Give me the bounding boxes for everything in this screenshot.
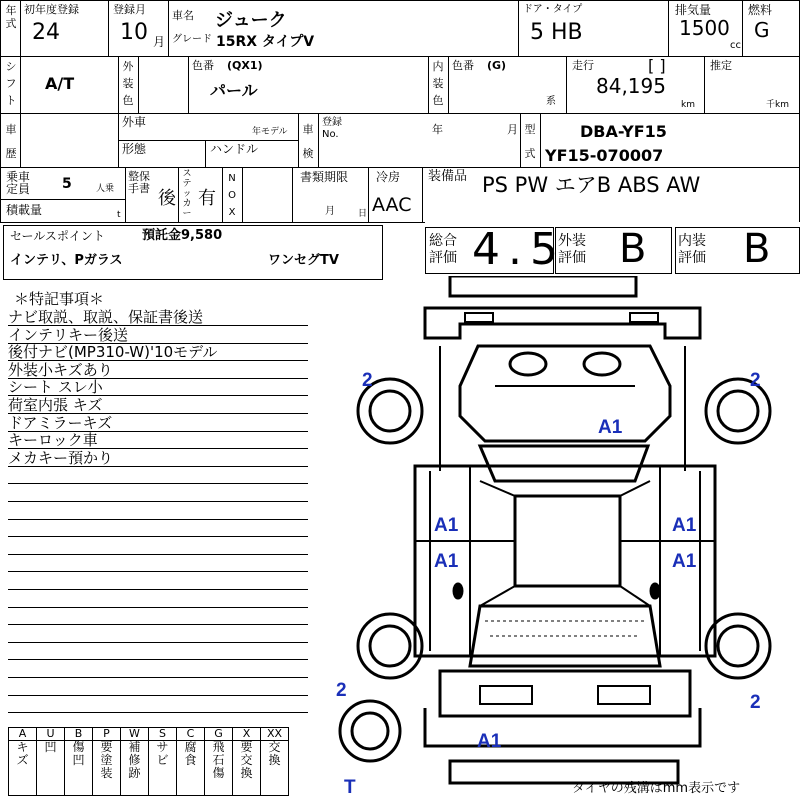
legend-key: W [121, 728, 149, 741]
interior-color-unit: 系 [546, 96, 556, 107]
documents-month: 月 [325, 206, 335, 217]
estimate-label: 推定 [710, 59, 732, 72]
tailgate-shape [440, 671, 690, 716]
fuel: G [754, 18, 770, 42]
rear-bumper-mark: A1 [477, 731, 502, 752]
legend-key: U [37, 728, 65, 741]
color-number: (QX1) [227, 59, 263, 72]
load-label: 積載量 [6, 203, 43, 217]
rear-right-door-mark: A1 [672, 551, 697, 572]
door-handle-right-shape [651, 584, 659, 598]
sales-point-1: インテリ、Pガラス [10, 253, 123, 268]
tire-rear-left-mark: 2 [336, 680, 347, 701]
legend-meaning: 凹 [37, 741, 65, 796]
history-label: 車歴 [5, 123, 17, 160]
first-registration-label: 初年度登録 [24, 3, 79, 16]
legend-meaning: 補 修 跡 [121, 741, 149, 796]
nox-label: NOX [228, 173, 236, 218]
tire-rear-right-mark: 2 [750, 692, 761, 713]
ac: AAC [372, 194, 412, 216]
tire-front-left-mark: 2 [362, 370, 373, 391]
note-line: 荷室内張 キズ [8, 397, 308, 414]
spare-tire-shape [340, 701, 400, 761]
note-line [8, 591, 308, 608]
model-code: DBA-YF15 [580, 122, 667, 141]
tire-rear-left-shape [358, 614, 422, 678]
note-line: ナビ取説、取説、保証書後送 [8, 309, 308, 326]
sticker-mark: 有 [198, 188, 216, 209]
legend-key: XX [261, 728, 289, 741]
note-line [8, 626, 308, 643]
fuel-label: 燃料 [748, 3, 773, 17]
shift-label: シフト [5, 60, 17, 107]
note-line: キーロック車 [8, 432, 308, 449]
exterior-color: パール [210, 81, 258, 100]
car-name-label: 車名 [172, 9, 194, 22]
legend-meaning: 交 換 [261, 741, 289, 796]
interior-score-label: 内装評価 [678, 233, 706, 266]
capacity-unit: 人乗 [96, 184, 115, 194]
front-left-door-mark: A1 [434, 515, 459, 536]
interior-color-number-label: 色番 [452, 59, 474, 72]
hood-shape [460, 346, 670, 441]
note-line: メカキー預かり [8, 450, 308, 467]
displacement-unit: cc [730, 40, 741, 51]
import-label: 外車 [122, 115, 147, 129]
car-name: ジューク [215, 10, 287, 31]
mileage-brackets: [ ] [648, 56, 666, 75]
inspection-month-label: 月 [507, 123, 518, 136]
note-line [8, 661, 308, 678]
note-line [8, 555, 308, 572]
note-line [8, 573, 308, 590]
note-line [8, 643, 308, 660]
note-line: 後付ナビ(MP310-W)'10モデル [8, 344, 308, 361]
inspection-label: 車検 [302, 123, 314, 160]
ac-label: 冷房 [376, 170, 401, 184]
note-line [8, 503, 308, 520]
chassis-number: YF15-070007 [545, 146, 664, 165]
model-year-label: 年モデル [252, 127, 288, 137]
legend-meaning: サ ビ [149, 741, 177, 796]
exterior-score: B [619, 226, 647, 272]
legend-meaning: 飛 石 傷 [205, 741, 233, 796]
capacity: 5 [62, 176, 72, 192]
legend-meaning: キ ズ [9, 741, 37, 796]
headlight-right-shape [584, 353, 620, 375]
estimate-unit: 千km [766, 100, 789, 110]
headlight-left-shape [510, 353, 546, 375]
door-type: 5 HB [530, 20, 583, 45]
legend-meaning: 傷 凹 [65, 741, 93, 796]
grade: 15RX タイプV [216, 34, 315, 50]
capacity-label: 乗車定員 [6, 170, 31, 196]
legend-meaning: 要 交 換 [233, 741, 261, 796]
exterior-color-label: 外装色 [122, 60, 134, 107]
registration-month-label: 登録月 [113, 3, 146, 16]
note-line [8, 696, 308, 713]
note-line: ドアミラーキズ [8, 415, 308, 432]
note-line: 外装小キズあり [8, 362, 308, 379]
handle-label: ハンドル [210, 142, 259, 156]
front-right-door-mark: A1 [672, 515, 697, 536]
notes-title: ＊特記事項＊ [14, 290, 105, 308]
spare-tire-label: T [344, 777, 356, 798]
load-unit: t [117, 210, 121, 220]
sales-point-label: セールスポイント [10, 229, 105, 243]
inspection-year-label: 年 [432, 123, 443, 136]
mileage-unit: km [681, 100, 695, 110]
color-number-label: 色番 [192, 59, 214, 72]
door-handle-left-shape [454, 584, 462, 598]
interior-score: B [743, 226, 771, 272]
note-line [8, 520, 308, 537]
documents-deadline-label: 書類期限 [300, 170, 349, 184]
note-line [8, 467, 308, 484]
model-label: 型式 [524, 123, 536, 160]
warranty-label: 整保手書 [128, 170, 150, 195]
rear-bumper-shape [450, 761, 678, 783]
legend-key: P [93, 728, 121, 741]
sales-point-2: ワンセグTV [268, 253, 339, 268]
shift: A/T [45, 74, 75, 93]
roof-mark: A1 [598, 417, 623, 438]
recycle-deposit: 預託金9,580 [142, 228, 223, 243]
month-unit: 月 [153, 35, 166, 49]
note-line: インテリキー後送 [8, 327, 308, 344]
note-line: シート スレ小 [8, 379, 308, 396]
sticker-label: ステッカー [182, 169, 192, 219]
registration-month: 10 [120, 20, 148, 45]
year-style-label: 年式 [5, 4, 17, 30]
legend-key: S [149, 728, 177, 741]
rear-panel-shape [425, 708, 700, 746]
front-bumper-shape [450, 276, 636, 296]
legend-meaning: 要 塗 装 [93, 741, 121, 796]
registration-no-label: 登録No. [322, 117, 342, 140]
legend-key: G [205, 728, 233, 741]
legend-key: X [233, 728, 261, 741]
legend-meaning: 腐 食 [177, 741, 205, 796]
tire-front-right-mark: 2 [750, 370, 761, 391]
overall-score: 4.5 [472, 224, 566, 275]
legend-key: C [177, 728, 205, 741]
shape-label: 形態 [122, 142, 147, 156]
roof-shape [515, 496, 620, 586]
windshield-shape [480, 446, 648, 481]
documents-day: 日 [358, 209, 368, 219]
legend-key: B [65, 728, 93, 741]
note-line [8, 679, 308, 696]
equipment: PS PW エアB ABS AW [482, 173, 701, 197]
legend-table [8, 727, 289, 796]
rear-left-door-mark: A1 [434, 551, 459, 572]
note-line [8, 538, 308, 555]
interior-color-label: 内装色 [432, 60, 444, 107]
legend-key: A [9, 728, 37, 741]
note-line [8, 485, 308, 502]
exterior-score-label: 外装評価 [558, 233, 586, 266]
interior-color-number: (G) [487, 59, 507, 72]
warranty-mark: 後 [158, 188, 176, 209]
overall-score-label: 総合評価 [429, 233, 457, 266]
displacement: 1500 [679, 16, 730, 40]
door-type-label: ドア・タイプ [523, 4, 583, 15]
note-line [8, 608, 308, 625]
tire-depth-note: タイヤの残溝はmm表示です [572, 781, 741, 796]
mileage-label: 走行 [572, 59, 594, 72]
car-diagram [330, 276, 800, 800]
equipment-label: 装備品 [428, 169, 468, 184]
mileage: 84,195 [596, 74, 666, 98]
displacement-label: 排気量 [675, 3, 712, 17]
registration-year: 24 [32, 20, 60, 45]
grade-label: グレード [172, 34, 212, 45]
